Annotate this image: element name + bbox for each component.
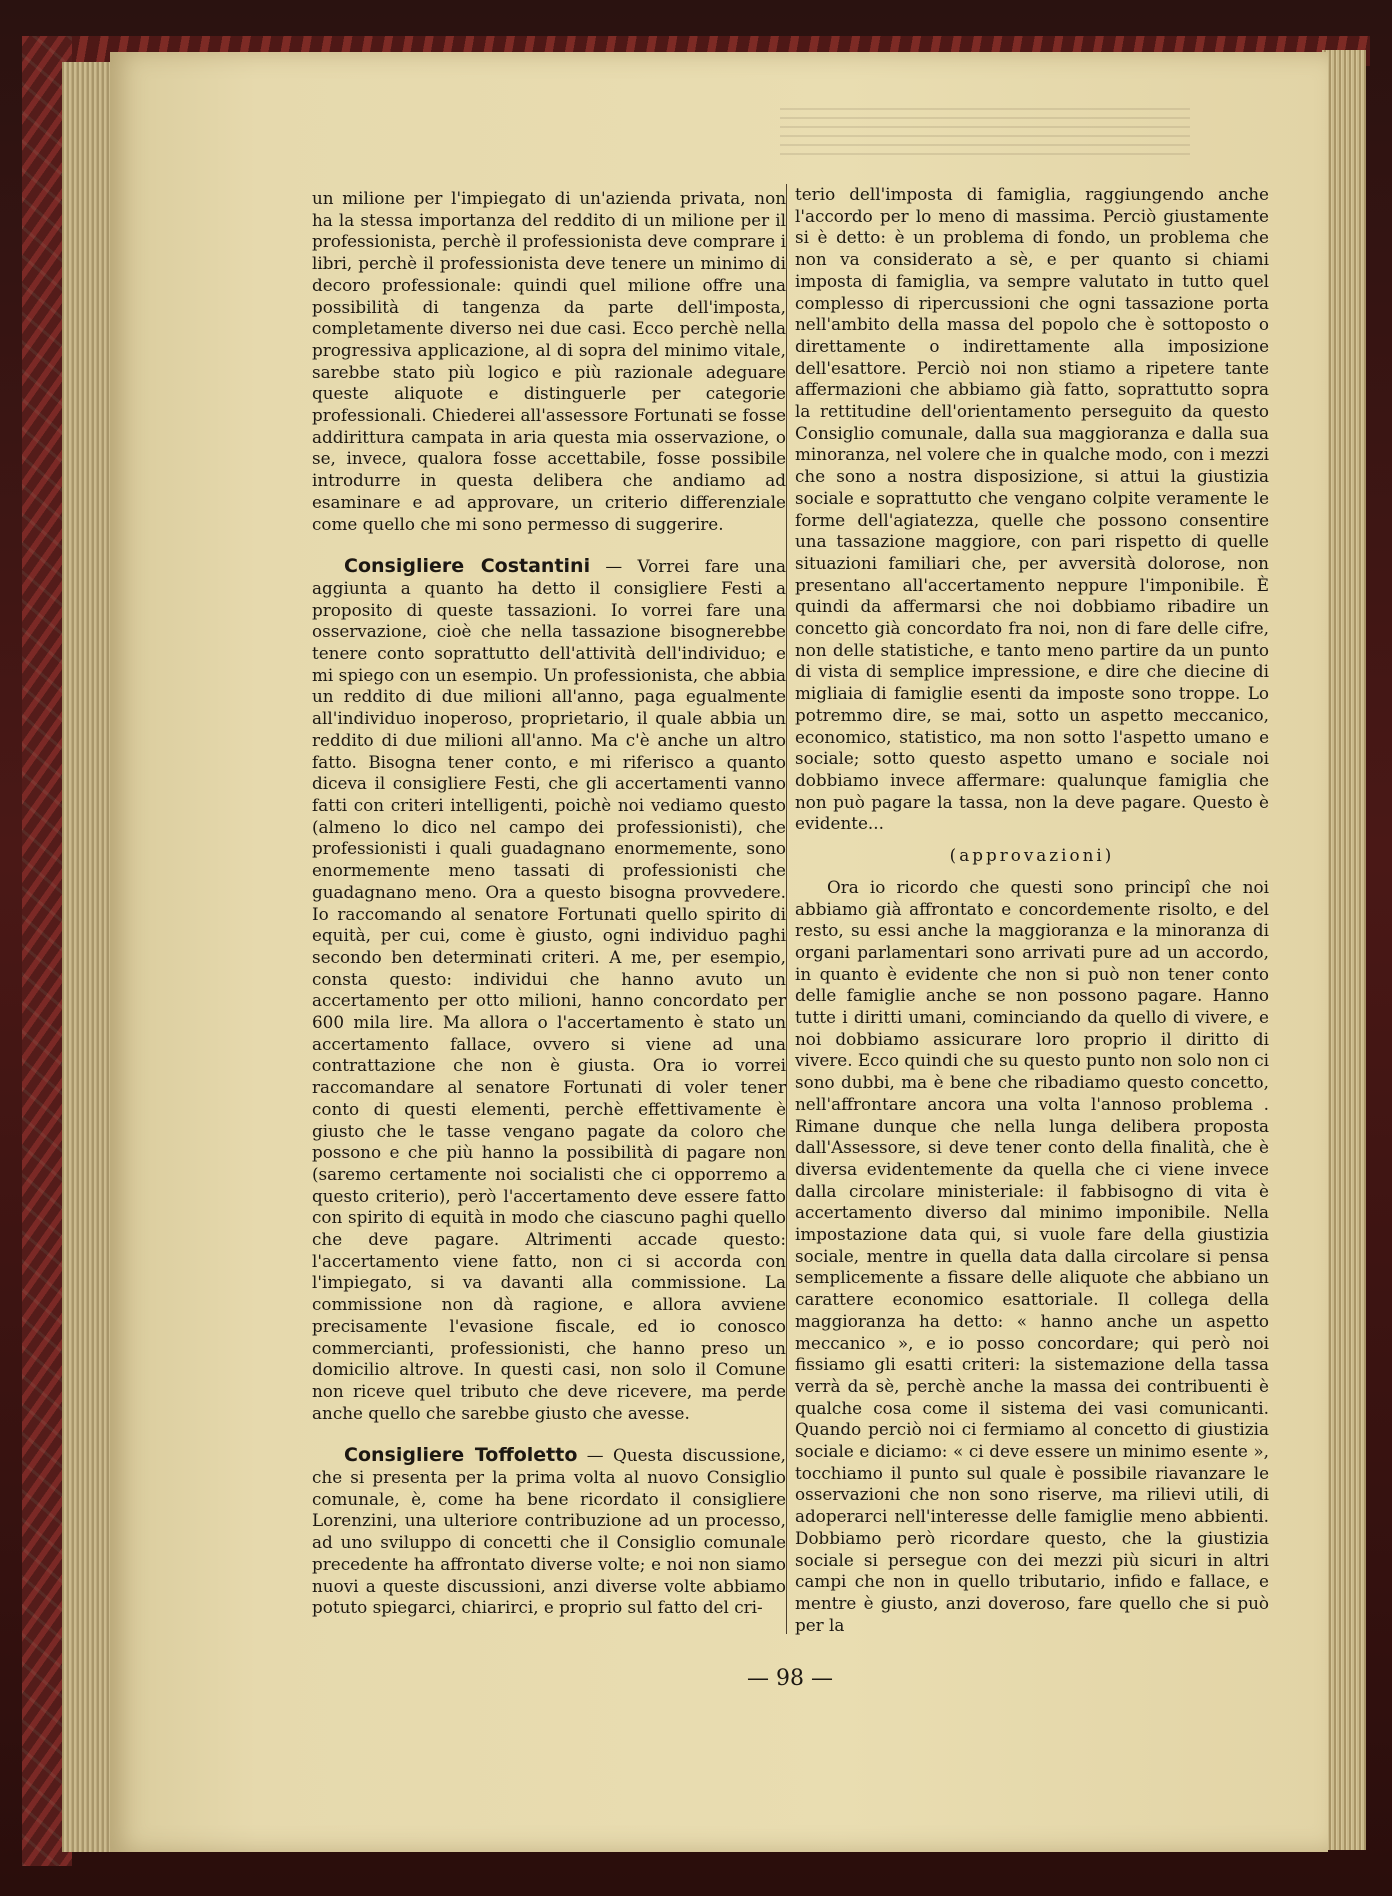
right-paragraph-1: terio dell'imposta di famiglia, raggiungendo anche l'accordo per lo meno di massima. Perciò giustamente si è detto: è un problema di fondo, un problema che non va considerato a sè, e per quanto si chiami imposta di famiglia, va sempre valutato in tutto quel complesso di ripercussioni che ogni tassazione porta nell'ambito della massa del popolo che è sottoposto o direttamente o indirettamente alla imposizione dell'esattore. Perciò noi non stiamo a ripetere tante affermazioni che abbiamo già fatto, soprattutto sopra la rettitudine dell'orientamento perseguito da questo Consiglio comunale, dalla sua maggioranza e dalla sua minoranza, nel volere che in qualche modo, con i mezzi che sono a nostra disposizione, si attui la giustizia sociale e soprattutto che vengano colpite veramente le forme dell'agiatezza, quelle che possono consentire una tassazione maggiore, con pari rispetto di quelle situazioni familiari che, per avversità dolorose, non presentano all'accertamento neppure l'imponibile. È quindi da affermarsi che noi dobbiamo ribadire un concetto già concordato fra noi, non di fare delle cifre, non delle statistiche, e tanto meno partire da un punto di vista di semplice impressione, e dire che diecine di migliaia di famiglie esenti da imposte sono troppe. Lo potremmo dire, se mai, sotto un aspetto meccanico, economico, statistico, ma non sotto l'aspetto umano e sociale; sotto questo aspetto umano e sociale noi dobbiamo invece affermare: qualunque famiglia che non può pagare la tassa, non la deve pagare. Questo è evidente... [795,184,1269,834]
approvazioni-note: (approvazioni) [949,845,1115,866]
speaker-name: Consigliere Costantini [344,555,591,578]
page-edges-right [1322,50,1366,1850]
left-paragraph-1: un milione per l'impiegato di un'azienda privata, non ha la stessa importanza del reddito di un milione per il professionista, perchè il professionista deve comprare i libri, perchè il professionista deve tenere un minimo di decoro professionale: quindi quel milione offre una possibilità di tangenza da parte dell'imposta, completamente diverso nei due casi. Ecco perchè nella progressiva applicazione, al di sopra del minimo vitale, sarebbe stato più logico e più razionale adeguare queste aliquote e distinguerle per categorie professionali. Chiederei all'assessore Fortunati se fosse addirittura campata in aria questa mia osservazione, o se, invece, qualora fosse accettabile, fosse possibile introdurre in questa delibera che andiamo ad esaminare e ad approvare, un criterio differenziale come quello che mi sono permesso di suggerire. [312,188,786,534]
speech-text: — Questa discussione, che si presenta per la prima volta al nuovo Consiglio comunale, è, come ha bene ricordato il consigliere Lorenzini, una ulteriore contribuzione ad un processo, ad uno sviluppo di concetti che il Consiglio comunale precedente ha affrontato diverse volte; e noi non siamo nuovi a queste discussioni, anzi diverse volte abbiamo potuto spiegarci, chiarirci, e proprio sul fatto del cri- [312,1445,786,1618]
speaker-name: Consigliere Toffoletto [344,1444,578,1467]
left-column [312,188,786,1619]
right-paragraph-2: Ora io ricordo che questi sono principî che noi abbiamo già affrontato e concordemente risolto, e del resto, su essi anche la maggioranza e la minoranza di organi parlamentari sono arrivati pure ad un accordo, in quanto è evidente che non si può non tener conto delle famiglie anche se non possono pagare. Hanno tutte i diritti umani, cominciando da quello di vivere, e noi dobbiamo assicurare loro proprio il diritto di vivere. Ecco quindi che su questo punto non solo non ci sono dubbi, ma è bene che ribadiamo questo concetto, nell'affrontare ancora una volta l'annoso problema . Rimane dunque che nella lunga delibera proposta dall'Assessore, si deve tener conto della finalità, che è diversa evidentemente da quella che ci viene invece dalla circolare ministeriale: il fabbisogno di vita è accertamento diverso dal minimo imponibile. Nella impostazione data qui, si vuole fare della giustizia sociale, mentre in quella data dalla circolare si pensa semplicemente a fissare delle aliquote che abbiano un carattere economico esattoriale. Il collega della maggioranza ha detto: « hanno anche un aspetto meccanico », e io posso concordare; qui però noi fissiamo gli esatti criteri: la sistemazione della tassa verrà da sè, perchè anche la massa dei contribuenti è qualche cosa come il sistema dei vasi comunicanti. Quando perciò noi ci fermiamo al concetto di giustizia sociale e diciamo: « ci deve essere un minimo esente », tocchiamo il punto sul quale è possibile riavanzare le osservazioni che non sono riserve, ma rilievi utili, di adoperarci nell'interesse delle famiglie meno abbienti. Dobbiamo però ricordare questo, che la giustizia sociale si persegue con dei mezzi più sicuri in altri campi che non in quello tributario, infido e fallace, e mentre è giusto, anzi doveroso, fare quello che si può per la [795,876,1269,1635]
page-number: — 98 — [747,1666,833,1691]
column-divider [786,184,787,1634]
speech-costantini [312,556,786,1424]
page-edges-left [62,62,114,1852]
speech-toffoletto [312,1445,786,1619]
speech-text: — Vorrei fare una aggiunta a quanto ha detto il consigliere Festi a proposito di queste tassazioni. Io vorrei fare una osservazione, cioè che nella tassazione bisognerebbe tenere conto soprattutto dell'attività dell'individuo; e mi spiego con un esempio. Un professionista, che abbia un reddito di due milioni all'anno, paga egualmente all'individuo inoperoso, proprietario, il quale abbia un reddito di due milioni all'anno. Ma c'è anche un altro fatto. Bisogna tener conto, e mi riferisco a quanto diceva il consigliere Festi, che gli accertamenti vanno fatti con criteri intelligenti, poichè noi vediamo questo (almeno lo dico nel campo dei professionisti), che professionisti i quali guadagnano enormemente, sono enormemente meno tassati di professionisti che guadagnano meno. Ora a questo bisogna provvedere. Io raccomando al senatore Fortunati quello spirito di equità, per cui, come è giusto, ogni individuo paghi secondo ben determinati criteri. A me, per esempio, consta questo: individui che hanno avuto un accertamento per otto milioni, hanno concordato per 600 mila lire. Ma allora o l'accertamento è stato un accertamento fallace, ovvero si viene ad una contrattazione che non è giusta. Ora io vorrei raccomandare al senatore Fortunati di voler tener conto di questi elementi, perchè effettivamente è giusto che le tasse vengano pagate da coloro che possono e che più hanno la possibilità di pagare non (saremo certamente noi socialisti che ci opporremo a questo criterio), però l'accertamento deve essere fatto con spirito di equità in modo che ciascuno paghi quello che deve pagare. Altrimenti accade questo: l'accertamento viene fatto, non ci si accorda con l'impiegato, si va davanti alla commissione. La commissione non dà ragione, e allora avviene precisamente l'evasione fiscale, ed io conosco commercianti, professionisti, che hanno preso un domicilio altrove. In questi casi, non solo il Comune non riceve quel tributo che deve ricevere, ma perde anche quello che sarebbe giusto che avesse. [312,556,786,1423]
header-bleed-through [780,108,1190,160]
right-column [795,184,1269,1636]
